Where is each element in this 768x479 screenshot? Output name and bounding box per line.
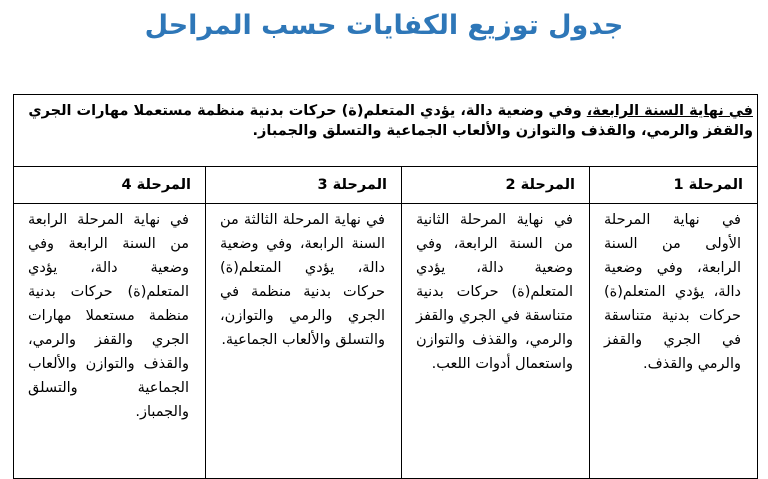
stage-3-text: في نهاية المرحلة الثالثة من السنة الرابعة، وفي وضعية دالة، يؤدي المتعلم(ة) حركات بدنية منظمة في الجري والرمي والتوازن، والتسلق والألعاب الجماعية. bbox=[206, 204, 402, 479]
stage-4-header: المرحلة 4 bbox=[14, 167, 206, 204]
page-title: جدول توزيع الكفايات حسب المراحل bbox=[144, 10, 624, 41]
stage-1-text: في نهاية المرحلة الأولى من السنة الرابعة، وفي وضعية دالة، يؤدي المتعلم(ة) حركات بدنية متناسقة في الجري والقفز والرمي والقذف. bbox=[590, 204, 758, 479]
stage-2-header: المرحلة 2 bbox=[402, 167, 590, 204]
intro-text: وفي وضعية دالة، يؤدي المتعلم(ة) حركات بدنية منظمة مستعملا مهارات الجري والقفز والرمي، والقذف والتوازن والألعاب الجماعية والتسلق والجمباز. bbox=[28, 103, 753, 139]
stage-header-row bbox=[14, 167, 758, 204]
stage-4-text: في نهاية المرحلة الرابعة من السنة الرابعة وفي وضعية دالة، يؤدي المتعلم(ة) حركات بدنية منظمة مستعملا مهارات الجري والقفز والرمي، والقذف والتوازن والألعاب الجماعية والتسلق والجمباز. bbox=[14, 204, 206, 479]
competencies-table bbox=[13, 94, 758, 479]
stage-1-header: المرحلة 1 bbox=[590, 167, 758, 204]
stage-content-row bbox=[14, 204, 758, 479]
intro-cell bbox=[14, 95, 758, 167]
intro-row bbox=[14, 95, 758, 167]
intro-lead: في نهاية السنة الرابعة، bbox=[586, 103, 753, 119]
stage-2-text: في نهاية المرحلة الثانية من السنة الرابعة، وفي وضعية دالة، يؤدي المتعلم(ة) حركات بدنية متناسقة في الجري والقفز والرمي، والقذف والتوازن واستعمال أدوات اللعب. bbox=[402, 204, 590, 479]
stage-3-header: المرحلة 3 bbox=[206, 167, 402, 204]
